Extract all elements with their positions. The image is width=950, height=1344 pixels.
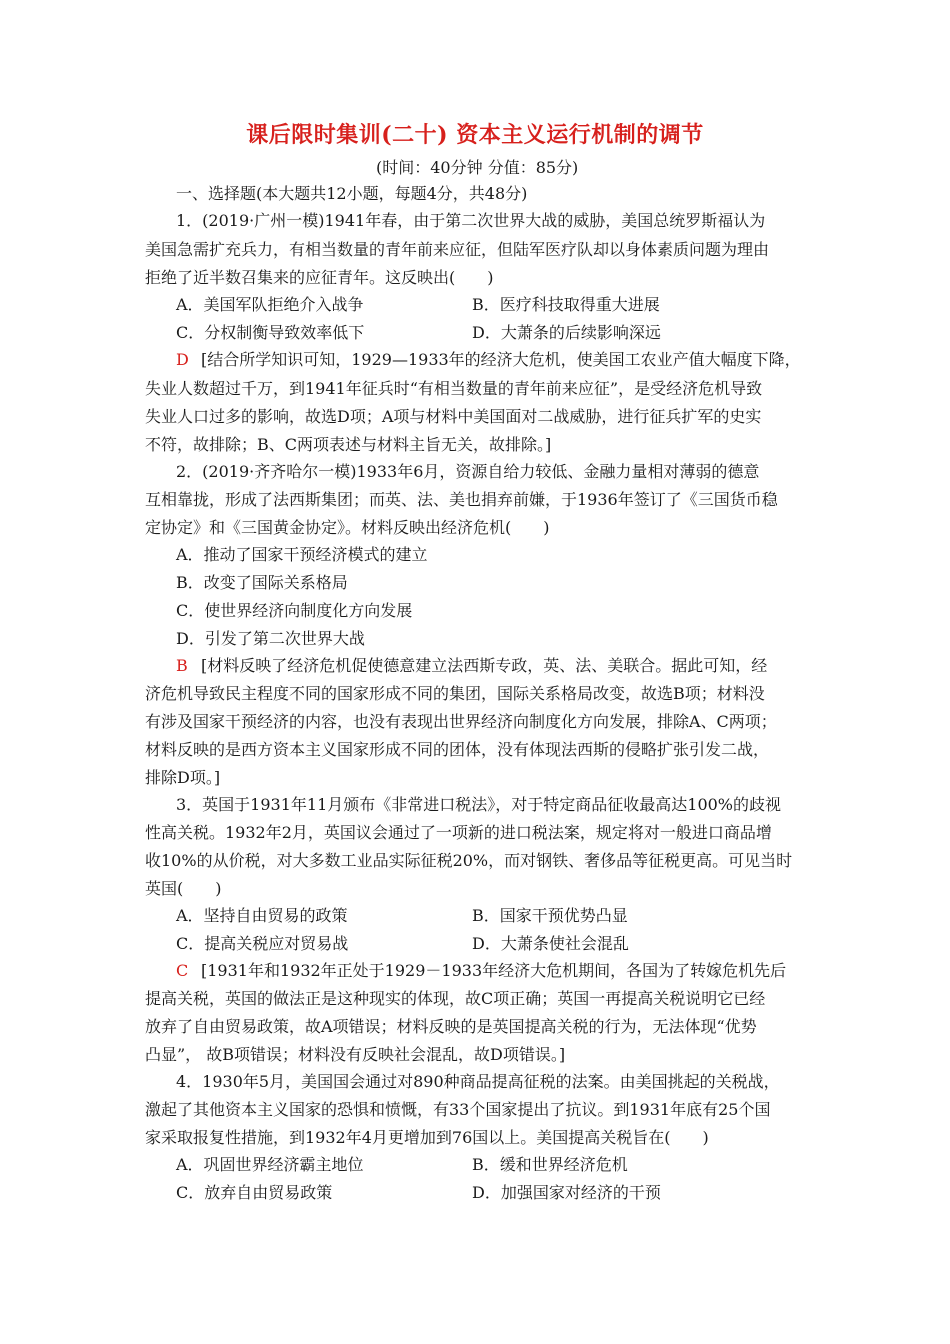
question-3-explanation-line-1: [1931年和1932年正处于1929－1933年经济大危机期间，各国为了转嫁危机先后 [201, 961, 787, 980]
question-3-line-2: 性高关税。1932年2月，英国议会通过了一项新的进口税法案，规定将对一般进口商品增 [145, 823, 772, 842]
question-2-option-d: D．引发了第二次世界大战 [176, 629, 365, 648]
question-2-option-a: A．推动了国家干预经济模式的建立 [176, 545, 428, 564]
question-4-line-1: 4．1930年5月，美国国会通过对890种商品提高征税的法案。由美国挑起的关税战， [176, 1072, 780, 1091]
question-2-explanation-line-3: 有涉及国家干预经济的内容，也没有表现出世界经济向制度化方向发展，排除A、C两项； [145, 712, 777, 731]
question-4-option-c: C．放弃自由贸易政策 [176, 1183, 333, 1202]
question-1-line-1: 1．(2019·广州一模)1941年春，由于第二次世界大战的威胁，美国总统罗斯福认为 [176, 211, 766, 230]
question-1-option-c: C．分权制衡导致效率低下 [176, 323, 365, 342]
question-3-line-4: 英国( ) [145, 879, 222, 898]
question-1-line-2: 美国急需扩充兵力，有相当数量的青年前来应征，但陆军医疗队却以身体素质问题为理由 [145, 240, 770, 259]
question-3-explanation-line-3: 放弃了自由贸易政策，故A项错误；材料反映的是英国提高关税的行为，无法体现“优势 [145, 1017, 757, 1036]
question-3-option-a: A．坚持自由贸易的政策 [176, 906, 348, 925]
question-3-explanation-line-2: 提高关税，英国的做法正是这种现实的体现，故C项正确；英国一再提高关税说明它已经 [145, 989, 766, 1008]
question-2-answer: B [176, 656, 188, 675]
question-1-option-a: A．美国军队拒绝介入战争 [176, 295, 364, 314]
question-2-explanation-line-1: [材料反映了经济危机促使德意建立法西斯专政，英、法、美联合。据此可知，经 [201, 656, 768, 675]
question-1-line-3: 拒绝了近半数召集来的应征青年。这反映出( ) [145, 268, 494, 287]
question-1-option-b: B．医疗科技取得重大进展 [472, 295, 660, 314]
question-2-option-b: B．改变了国际关系格局 [176, 573, 348, 592]
question-2-explanation-line-2: 济危机导致民主程度不同的国家形成不同的集团，国际关系格局改变，故选B项；材料没 [145, 684, 765, 703]
page-title: 课后限时集训(二十) 资本主义运行机制的调节 [246, 122, 704, 148]
question-2-line-3: 定协定》和《三国黄金协定》。材料反映出经济危机( ) [145, 518, 550, 537]
section-heading: 一、选择题(本大题共12小题，每题4分，共48分) [176, 184, 528, 203]
question-4-option-d: D．加强国家对经济的干预 [472, 1183, 661, 1202]
question-2-explanation-line-4: 材料反映的是西方资本主义国家形成不同的团体，没有体现法西斯的侵略扩张引发二战， [145, 740, 770, 759]
question-1-explanation-line-4: 不符，故排除；B、C两项表述与材料主旨无关，故排除。] [145, 435, 552, 454]
question-3-option-b: B．国家干预优势凸显 [472, 906, 628, 925]
question-3-explanation-line-4: 凸显”， 故B项错误；材料没有反映社会混乱，故D项错误。] [145, 1045, 566, 1064]
question-2-line-2: 互相靠拢，形成了法西斯集团；而英、法、美也捐弃前嫌，于1936年签订了《三国货币稳 [145, 490, 778, 509]
question-3-line-1: 3．英国于1931年11月颁布《非常进口税法》，对于特定商品征收最高达100%的歧视 [176, 795, 782, 814]
question-4-line-2: 激起了其他资本主义国家的恐惧和愤慨，有33个国家提出了抗议。到1931年底有25个国 [145, 1100, 771, 1119]
question-4-line-3: 家采取报复性措施，到1932年4月更增加到76国以上。美国提高关税旨在( ) [145, 1128, 709, 1147]
exam-meta: (时间：40分钟 分值：85分) [376, 158, 579, 177]
question-3-line-3: 收10%的从价税，对大多数工业品实际征税20%，而对钢铁、奢侈品等征税更高。可见当时 [145, 851, 793, 870]
question-2-option-c: C．使世界经济向制度化方向发展 [176, 601, 413, 620]
question-1-explanation-line-3: 失业人口过多的影响，故选D项；A项与材料中美国面对二战威胁，进行征兵扩军的史实 [145, 407, 762, 426]
question-3-option-d: D．大萧条使社会混乱 [472, 934, 629, 953]
question-1-option-d: D．大萧条的后续影响深远 [472, 323, 661, 342]
question-1-explanation-line-1: [结合所学知识可知，1929—1933年的经济大危机，使美国工农业产值大幅度下降， [201, 350, 801, 369]
question-2-line-1: 2．(2019·齐齐哈尔一模)1933年6月，资源自给力较低、金融力量相对薄弱的德意 [176, 462, 760, 481]
question-2-explanation-line-5: 排除D项。] [145, 768, 221, 787]
question-4-option-a: A．巩固世界经济霸主地位 [176, 1155, 364, 1174]
question-3-answer: C [176, 961, 189, 980]
question-1-explanation-line-2: 失业人数超过千万，到1941年征兵时“有相当数量的青年前来应征”，是受经济危机导致 [145, 379, 763, 398]
question-4-option-b: B．缓和世界经济危机 [472, 1155, 628, 1174]
question-3-option-c: C．提高关税应对贸易战 [176, 934, 349, 953]
question-1-answer: D [176, 350, 189, 369]
